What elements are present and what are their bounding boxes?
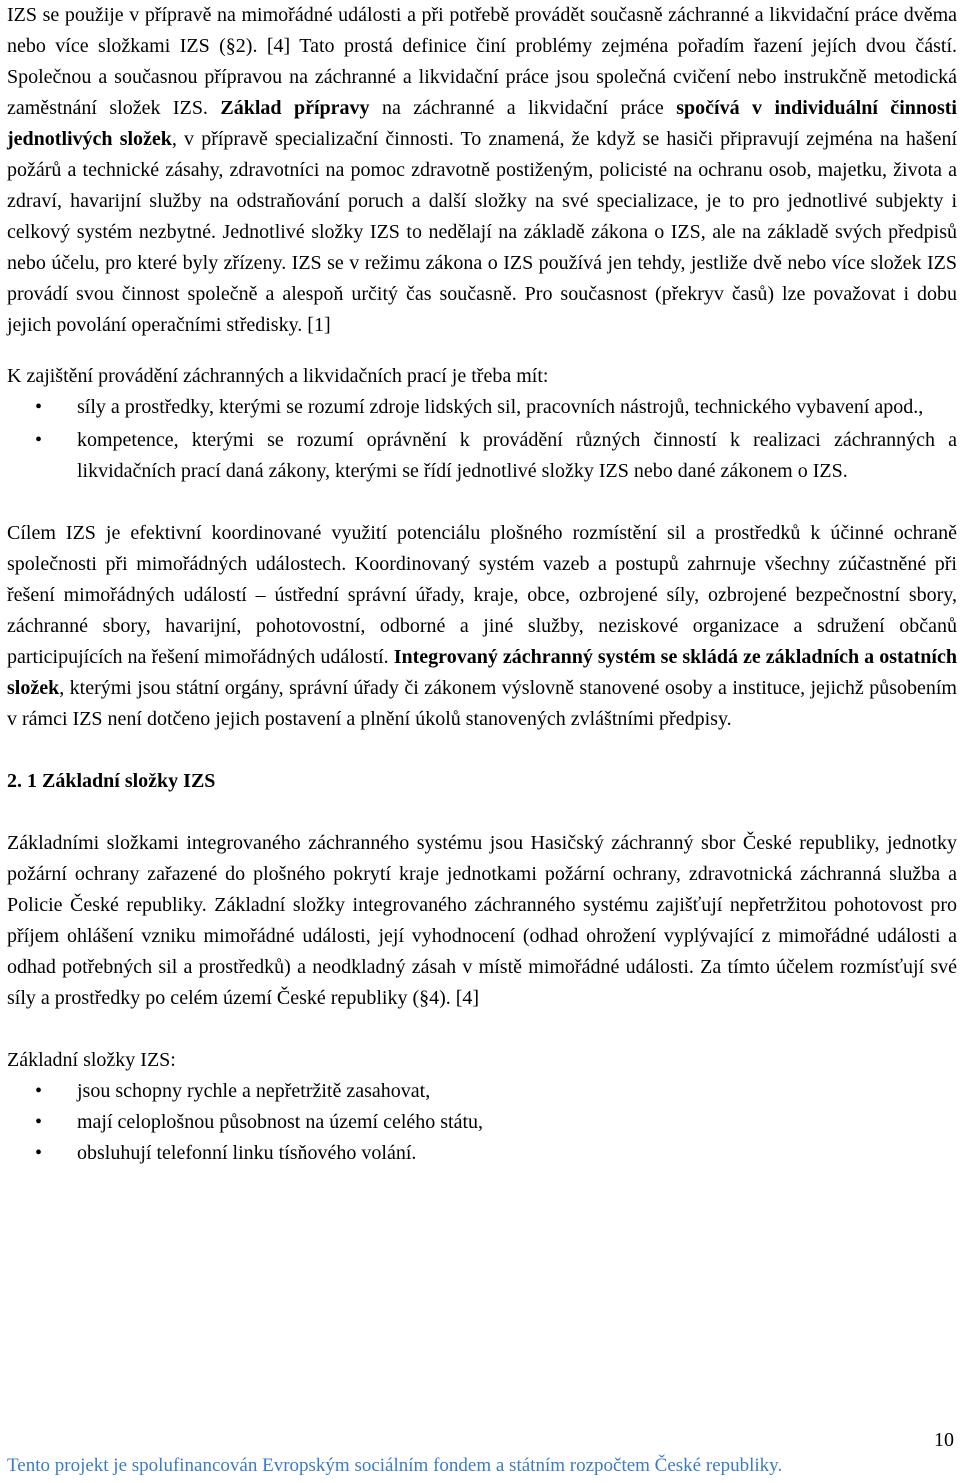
bullet-icon: • xyxy=(35,1142,43,1164)
paragraph-basic-components-intro: Základní složky IZS: xyxy=(7,1049,176,1071)
list-item: • síly a prostředky, kterými se rozumí zdroje lidských sil, pracovních nástrojů, technického vybavení apod., xyxy=(7,392,957,423)
paragraph-izs-preparation: IZS se použije v přípravě na mimořádné události a při potřebě provádět současně záchranné a likvidační práce dvěma nebo více složkami IZS (§2). [4] Tato prostá definice činí problémy zejména pořadím řazení jejích dvou částí. Společnou a současnou přípravou na záchranné a likvidační práce jsou společná cvičení nebo instrukčně metodická zaměstnání složek IZS. Základ přípravy na záchranné a likvidační práce spočívá v individuální činnosti jednotlivých složek, v přípravě specializační činnosti. To znamená, že když se hasiči připravují zejména na hašení požárů a technické zásahy, zdravotníci na pomoc zdravotně postiženým, policisté na ochranu osob, majetku, života a zdraví, havarijní služby na odstraňování poruch a další složky na své specializace, je to pro jednotlivé subjekty i celkový systém nezbytné. Jednotlivé složky IZS to nedělají na základě zákona o IZS, ale na základě svých předpisů nebo účelu, pro které byly zřízeny. IZS se v režimu zákona o IZS používá jen tehdy, jestliže dvě nebo více složek IZS provádí svou činnost společně a alespoň určitý čas současně. Pro současnost (překryv časů) lze považovat i dobu jejich povolání operačními středisky. [1] xyxy=(7,4,958,336)
bullet-icon: • xyxy=(35,396,43,418)
basic-components-list xyxy=(7,1076,957,1169)
section-heading: 2. 1 Základní složky IZS xyxy=(7,770,216,792)
list-item: • mají celoplošnou působnost na území celého státu, xyxy=(7,1107,957,1138)
list-item: • kompetence, kterými se rozumí oprávnění k provádění různých činností k realizaci záchranných a likvidačních prací daná zákony, kterými se řídí jednotlivé složky IZS nebo dané zákonem o IZS. xyxy=(7,425,957,487)
list-item: • obsluhují telefonní linku tísňového volání. xyxy=(7,1138,957,1169)
footer-funding-note: Tento projekt je spolufinancován Evropským sociálním fondem a státním rozpočtem České republiky. xyxy=(7,1455,783,1476)
list-item: • jsou schopny rychle a nepřetržitě zasahovat, xyxy=(7,1076,957,1107)
paragraph-requirements-intro: K zajištění provádění záchranných a likvidačních prací je třeba mít: xyxy=(7,365,549,387)
bold-zaklad-pripravy: Základ přípravy xyxy=(220,97,370,119)
page-number: 10 xyxy=(934,1429,954,1451)
bullet-icon: • xyxy=(35,1080,43,1102)
requirements-list xyxy=(7,392,957,487)
bullet-icon: • xyxy=(35,1111,43,1133)
page-content xyxy=(7,0,957,1169)
bold-individualni-cinnost: spočívá v individuální činnosti jednotlivých složek xyxy=(7,97,957,150)
paragraph-izs-goal: Cílem IZS je efektivní koordinované využití potenciálu plošného rozmístění sil a prostředků k účinné ochraně společnosti při mimořádných událostech. Koordinovaný systém vazeb a postupů zahrnuje všechny zúčastněné při řešení mimořádných událostí – ústřední správní úřady, kraje, obce, ozbrojené síly, ozbrojené bezpečnostní sbory, záchranné sbory, havarijní, pohotovostní, odborné a jiné služby, neziskové organizace a sdružení občanů participujících na řešení mimořádných událostí. Integrovaný záchranný systém se skládá ze základních a ostatních složek, kterými jsou státní orgány, správní úřady či zákonem výslovně stanovené osoby a instituce, jejichž působením v rámci IZS není dotčeno jejich postavení a plnění úkolů stanovených zvláštními předpisy. xyxy=(7,522,957,730)
bullet-icon: • xyxy=(35,429,43,451)
paragraph-basic-components: Základními složkami integrovaného záchranného systému jsou Hasičský záchranný sbor České republiky, jednotky požární ochrany zařazené do plošného pokrytí kraje jednotkami požární ochrany, zdravotnická záchranná služba a Policie České republiky. Základní složky integrovaného záchranného systému zajišťují nepřetržitou pohotovost pro příjem ohlášení vzniku mimořádné události, její vyhodnocení (odhad ohrožení vyplývající z mimořádné události a odhad potřebných sil a prostředků) a neodkladný zásah v místě mimořádné události. Za tímto účelem rozmísťují své síly a prostředky po celém území České republiky (§4). [4] xyxy=(7,832,957,1009)
bold-izs-composition: Integrovaný záchranný systém se skládá ze základních a ostatních složek xyxy=(7,646,957,699)
